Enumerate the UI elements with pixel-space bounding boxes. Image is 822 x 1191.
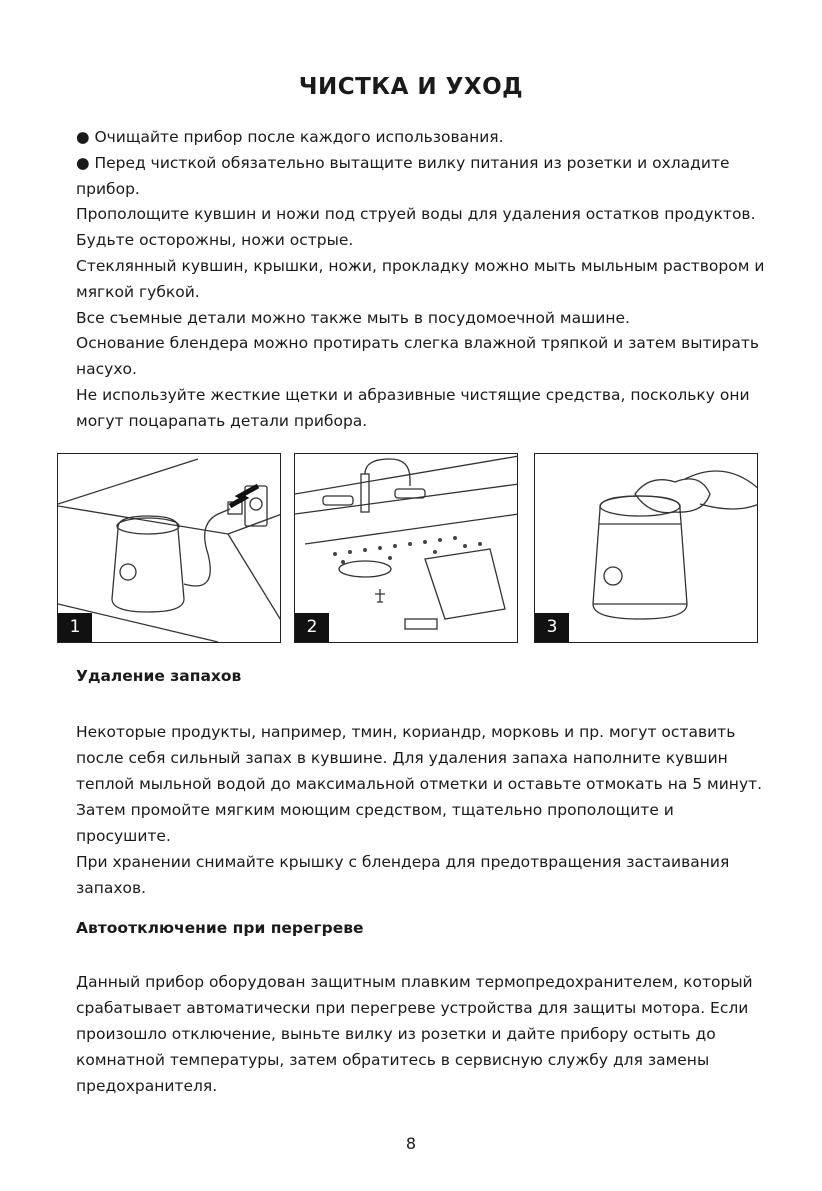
intro-text [76,125,766,435]
intro-paragraph: Прополощите кувшин и ножи под струей воды для удаления остатков продуктов. Будьте осторожны, ножи острые. [76,205,756,250]
page-title: ЧИСТКА И УХОД [298,74,524,100]
illustration-row [57,453,767,645]
figure-wipe [534,453,758,643]
intro-paragraph: Стеклянный кувшин, крышки, ножи, прокладку можно мыть мыльным раствором и мягкой губкой. [76,256,765,301]
figure-sink [294,453,518,643]
figure-number: 2 [295,613,329,642]
intro-paragraph: Все съемные детали можно также мыть в посудомоечной машине. [76,308,630,327]
figure-unplug [57,453,281,643]
section-heading-overheat: Автоотключение при перегреве [76,919,364,937]
intro-paragraph: Не используйте жесткие щетки и абразивные чистящие средства, поскольку они могут поцарапать детали прибора. [76,385,750,430]
paragraph: При хранении снимайте крышку с блендера для предотвращения застаивания запахов. [76,853,730,897]
intro-paragraph: ● Перед чисткой обязательно вытащите вилку питания из розетки и охладите прибор. [76,153,730,198]
paragraph: Данный прибор оборудован защитным плавким термопредохранителем, который срабатывает автоматически при перегреве устройства для защиты мотора. Если произошло отключение, выньте вилку из розетки и дайте прибору остыть до комнатной температуры, затем обратитесь в сервисную службу для замены предохранителя. [76,973,753,1095]
figure-number: 3 [535,613,569,642]
section-body-overheat [76,969,766,1099]
section-body-odor [76,719,766,901]
figure-number: 1 [58,613,92,642]
paragraph: Некоторые продукты, например, тмин, кориандр, морковь и пр. могут оставить после себя сильный запах в кувшине. Для удаления запаха наполните кувшин теплой мыльной водой до максимальной отметки и оставьте отмокать на 5 минут. Затем промойте мягким моющим средством, тщательно прополощите и просушите. [76,723,763,845]
intro-paragraph: Основание блендера можно протирать слегка влажной тряпкой и затем вытирать насухо. [76,334,760,379]
intro-paragraph: ● Очищайте прибор после каждого использования. [76,128,504,146]
section-heading-odor: Удаление запахов [76,667,242,685]
page-number: 8 [405,1134,417,1153]
